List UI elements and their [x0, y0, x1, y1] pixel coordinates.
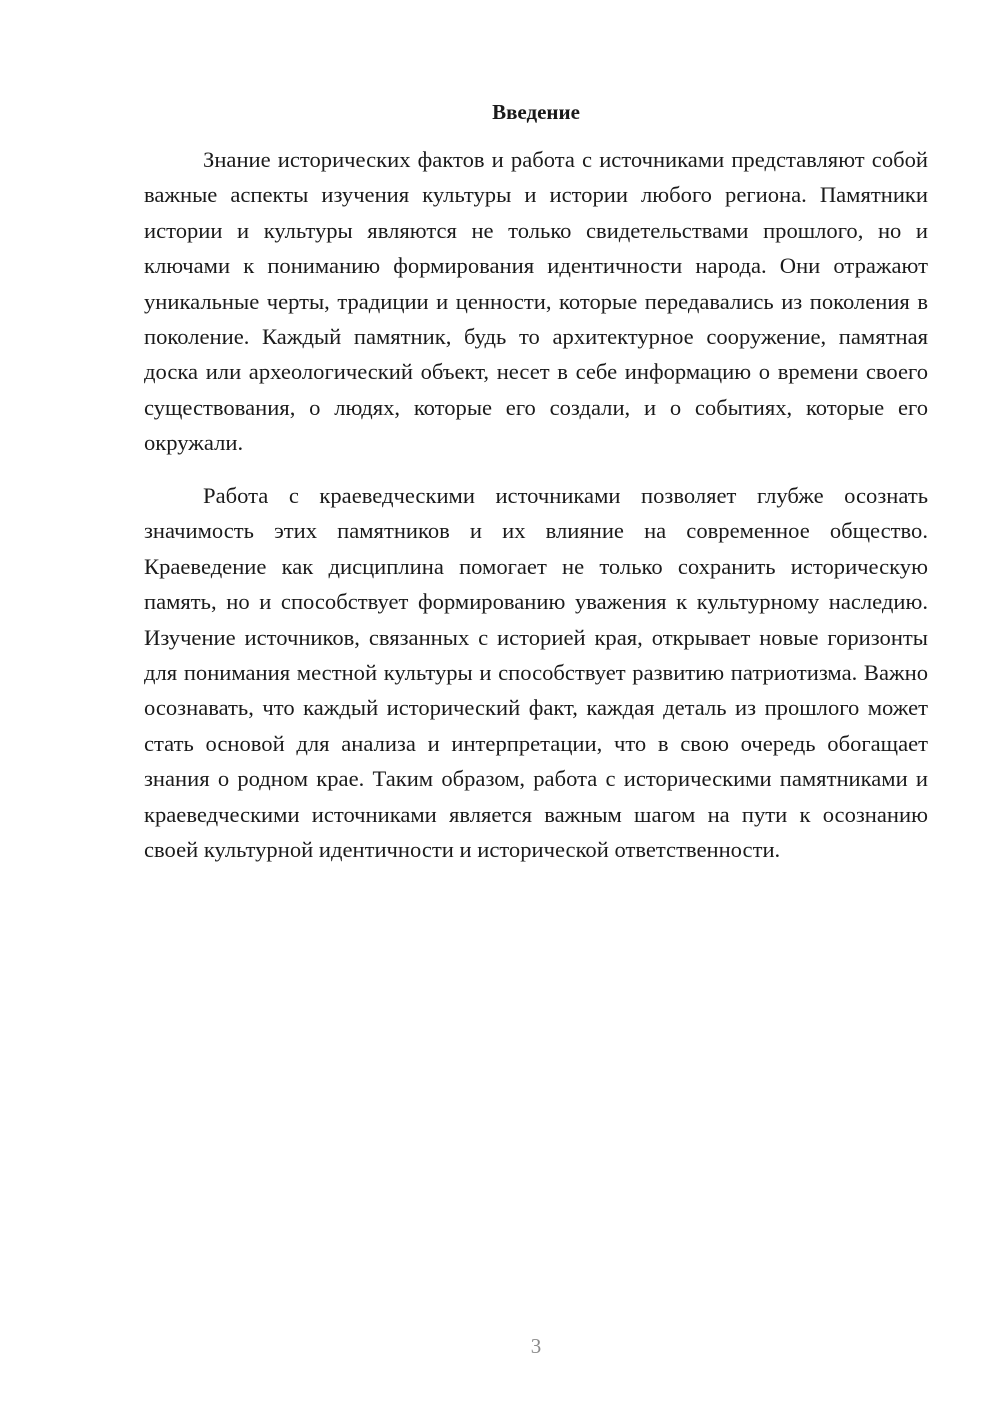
paragraph-1: Знание исторических фактов и работа с источниками представляют собой важные аспекты изучения культуры и истории любого региона. Памятники истории и культуры являются не только свидетельствами прошлого, но и ключами к пониманию формирования идентичности народа. Они отражают уникальные черты, традиции и ценности, которые передавались из поколения в поколение. Каждый памятник, будь то архитектурное сооружение, памятная доска или археологический объект, несет в себе информацию о времени своего существования, о людях, которые его создали, и о событиях, которые его окружали.	[144, 147, 928, 456]
page-title: Введение	[492, 100, 580, 124]
paragraph-2: Работа с краеведческими источниками позволяет глубже осознать значимость этих памятников и их влияние на современное общество. Краеведение как дисциплина помогает не только сохранить историческую память, но и способствует формированию уважения к культурному наследию. Изучение источников, связанных с историей края, открывает новые горизонты для понимания местной культуры и способствует развитию патриотизма. Важно осознавать, что каждый исторический факт, каждая деталь из прошлого может стать основой для анализа и интерпретации, что в свою очередь обогащает знания о родном крае. Таким образом, работа с историческими памятниками и краеведческими источниками является важным шагом на пути к осознанию своей культурной идентичности и исторической ответственности.	[144, 483, 928, 863]
page-number: 3	[530, 1334, 542, 1358]
